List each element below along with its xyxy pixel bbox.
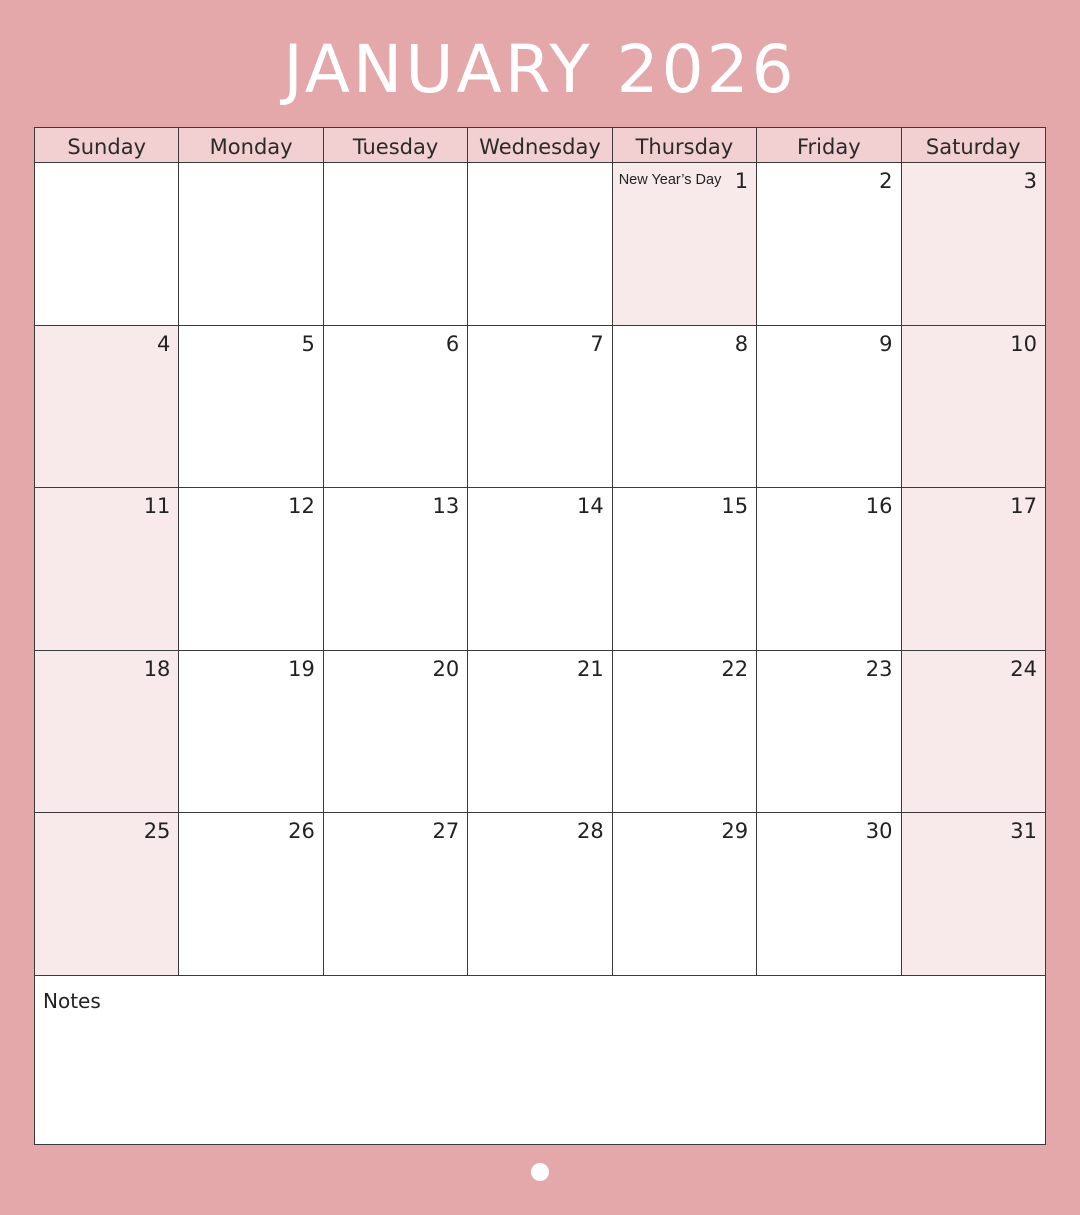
weekday-header-row: [35, 128, 1045, 163]
weekday-header: Tuesday: [324, 128, 468, 162]
weekday-header: Monday: [179, 128, 323, 162]
day-cell[interactable]: [324, 488, 468, 650]
day-number: 12: [288, 494, 315, 518]
weekday-header: Thursday: [613, 128, 757, 162]
day-number: 27: [432, 819, 460, 843]
day-cell[interactable]: [613, 326, 757, 488]
day-cell[interactable]: [35, 813, 179, 975]
day-number: 24: [1010, 656, 1037, 681]
day-cell[interactable]: [613, 488, 757, 650]
day-cell[interactable]: [613, 813, 757, 975]
day-cell[interactable]: [902, 488, 1045, 650]
weekday-header: Saturday: [902, 128, 1045, 162]
day-cell[interactable]: [179, 813, 323, 975]
day-number: 28: [576, 819, 604, 843]
day-number: 9: [879, 331, 893, 356]
day-cell[interactable]: [757, 813, 901, 975]
day-cell[interactable]: [613, 163, 757, 325]
day-number: 4: [157, 331, 171, 356]
weekday-header: Friday: [757, 128, 901, 162]
day-number: 11: [143, 494, 171, 518]
day-number: 13: [432, 494, 460, 518]
day-cell[interactable]: [902, 813, 1045, 975]
day-number: 20: [432, 656, 460, 681]
calendar-weeks: [35, 163, 1045, 976]
day-number: 16: [865, 494, 893, 518]
day-number: 22: [721, 656, 749, 681]
day-number: 14: [576, 494, 604, 518]
day-number: 23: [865, 656, 893, 681]
week-row: [35, 813, 1045, 976]
day-cell[interactable]: [757, 163, 901, 325]
day-number: 25: [143, 819, 171, 843]
day-number: 30: [865, 819, 893, 843]
day-cell[interactable]: [902, 651, 1045, 813]
day-number: 17: [1010, 494, 1037, 518]
day-number: 5: [301, 331, 315, 356]
notes-section[interactable]: [35, 983, 1045, 1144]
day-cell[interactable]: [468, 326, 612, 488]
day-cell[interactable]: [179, 326, 323, 488]
weekday-header: Sunday: [35, 128, 179, 162]
day-cell[interactable]: [757, 488, 901, 650]
day-cell[interactable]: [757, 326, 901, 488]
day-cell[interactable]: [324, 326, 468, 488]
day-number: 8: [734, 331, 749, 356]
day-number: 15: [721, 494, 749, 518]
day-cell[interactable]: [902, 326, 1045, 488]
day-number: 7: [590, 331, 604, 356]
day-number: 26: [288, 819, 315, 843]
calendar-grid: [34, 127, 1046, 1145]
day-cell[interactable]: [324, 651, 468, 813]
day-number: 1: [734, 169, 749, 193]
day-number: 2: [879, 169, 893, 193]
day-cell[interactable]: [468, 651, 612, 813]
day-cell[interactable]: [35, 163, 179, 325]
day-cell[interactable]: [613, 651, 757, 813]
day-cell[interactable]: [35, 651, 179, 813]
day-cell[interactable]: [468, 163, 612, 325]
day-number: 19: [288, 656, 315, 681]
day-number: 31: [1010, 819, 1037, 843]
day-cell[interactable]: [179, 163, 323, 325]
week-row: [35, 163, 1045, 326]
week-row: [35, 651, 1045, 814]
day-number: 21: [576, 656, 604, 681]
day-cell[interactable]: [468, 813, 612, 975]
day-cell[interactable]: [179, 488, 323, 650]
day-number: 6: [445, 331, 460, 356]
day-cell[interactable]: [902, 163, 1045, 325]
week-row: [35, 326, 1045, 489]
day-number: 29: [721, 819, 749, 843]
holiday-label: New Year’s Day: [618, 172, 722, 188]
day-number: 18: [143, 656, 171, 681]
day-cell[interactable]: [757, 651, 901, 813]
hanging-hole: [531, 1163, 549, 1181]
day-cell[interactable]: [35, 488, 179, 650]
week-row: [35, 488, 1045, 651]
notes-label: Notes: [43, 989, 101, 1013]
day-cell[interactable]: [468, 488, 612, 650]
day-cell[interactable]: [324, 163, 468, 325]
day-cell[interactable]: [324, 813, 468, 975]
day-number: 10: [1010, 331, 1037, 356]
day-cell[interactable]: [35, 326, 179, 488]
day-number: 3: [1023, 169, 1037, 193]
day-cell[interactable]: [179, 651, 323, 813]
calendar-title: JANUARY 2026: [283, 31, 797, 108]
weekday-header: Wednesday: [468, 128, 612, 162]
